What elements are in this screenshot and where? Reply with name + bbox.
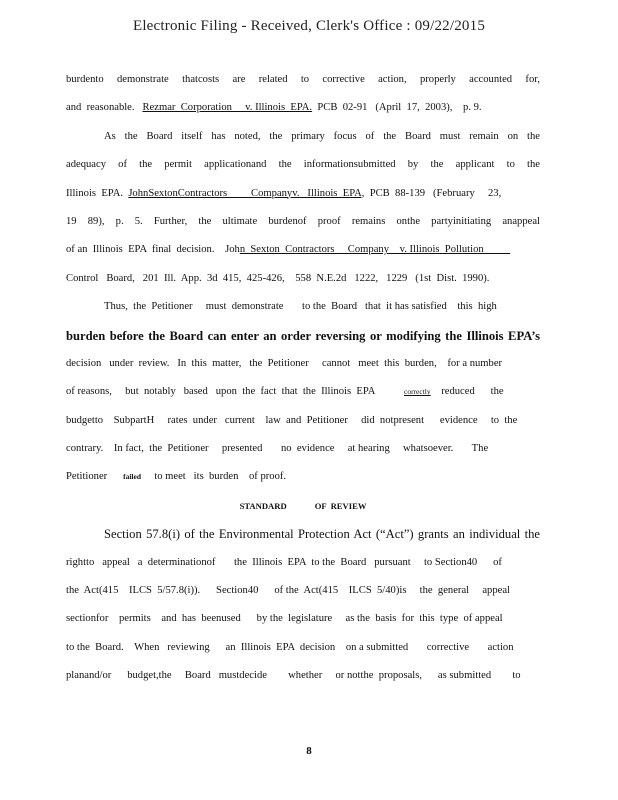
heading-word: STANDARD	[239, 500, 287, 511]
text-segment: to the Board. When reviewing an Illinois EPA decision on a submitted corrective action	[66, 641, 514, 653]
text-segment: Control Board, 201 Ill. App. 3d 415, 425-426, 558 N.E.2d 1222, 1229 (1st Dist. 1990).	[66, 272, 490, 284]
text-segment: decision under review. In this matter, the Petitioner cannot meet this burden, for a number	[66, 357, 503, 369]
document-body	[66, 66, 540, 691]
text-segment: 19 89), p. 5. Further, the ultimate burdenof proof remains onthe partyinitiating anappeal	[66, 215, 540, 227]
text-line	[66, 265, 540, 293]
underlined-word: correctly	[403, 387, 431, 397]
text-segment: burden before the Board can enter an order reversing or modifying the Illinois EPA’s	[66, 328, 540, 343]
page-number: 8	[306, 745, 312, 757]
text-segment: budgetto SubpartH rates under current law and Petitioner did notpresent evidence to the	[66, 414, 518, 426]
section-heading	[66, 492, 540, 520]
case-citation: JohnSextonContractors Companyv. Illinois EPA,	[128, 187, 365, 199]
text-line	[66, 322, 540, 350]
text-line	[66, 293, 540, 321]
text-line	[66, 236, 540, 264]
text-line	[66, 180, 540, 208]
text-segment: contrary. In fact, the Petitioner presented no evidence at hearing whatsoever. The	[66, 443, 489, 455]
text-line	[66, 577, 540, 605]
text-segment: Illinois EPA.	[66, 187, 129, 199]
text-line	[66, 208, 540, 236]
text-segment: Thus, the Petitioner must demonstrate to the Board that it has satisfied this high	[104, 301, 497, 313]
text-segment: and reasonable.	[66, 102, 143, 114]
case-citation: n Sexton Contractors Company v. Illinois Pollution	[239, 244, 511, 256]
text-line	[66, 350, 540, 378]
text-segment: Petitioner	[66, 471, 124, 483]
text-line	[66, 662, 540, 690]
heading-word: OF REVIEW	[314, 500, 367, 511]
text-line	[66, 463, 540, 491]
text-segment: reduced the	[430, 386, 504, 398]
text-line	[66, 605, 540, 633]
text-segment: to meet its burden of proof.	[141, 471, 287, 483]
text-segment: As the Board itself has noted, the primary focus of the Board must remain on the	[104, 130, 540, 142]
text-segment: of reasons, but notably based upon the fact that the Illinois EPA	[66, 386, 404, 398]
text-line	[66, 66, 540, 94]
text-segment: planand/or budget,the Board mustdecide whether or notthe proposals, as submitted to	[66, 670, 521, 682]
text-segment: burdento demonstrate thatcosts are related to corrective action, properly accounted for,	[66, 74, 540, 85]
filing-header: Electronic Filing - Received, Clerk's Office : 09/22/2015	[132, 18, 486, 34]
text-line	[66, 378, 540, 406]
text-line	[66, 407, 540, 435]
text-line	[66, 435, 540, 463]
text-line	[66, 549, 540, 577]
case-citation: Rezmar Corporation v. Illinois EPA.	[142, 102, 313, 114]
text-segment: sectionfor permits and has beenused by the legislature as the basis for this type of appeal	[66, 613, 503, 625]
text-line	[66, 94, 540, 122]
text-segment: PCB 02-91 (April 17, 2003), p. 9.	[312, 102, 482, 114]
text-line	[66, 634, 540, 662]
text-segment: the Act(415 ILCS 5/57.8(i)). Section40 of the Act(415 ILCS 5/40)is the general appeal	[66, 585, 510, 597]
text-segment: PCB 88-139 (February 23,	[364, 187, 502, 199]
text-line	[66, 123, 540, 151]
text-segment: of an Illinois EPA final decision. Joh	[66, 244, 240, 256]
text-line	[66, 151, 540, 179]
text-line	[66, 520, 540, 548]
text-segment: Section 57.8(i) of the Environmental Protection Act (“Act”) grants an individual the	[104, 527, 540, 542]
emphasized-word: failed	[123, 472, 142, 482]
text-segment: rightto appeal a determinationof the Illinois EPA to the Board pursuant to Section40 of	[66, 556, 502, 568]
text-segment: adequacy of the permit applicationand the informationsubmitted by the applicant to the	[66, 159, 540, 171]
